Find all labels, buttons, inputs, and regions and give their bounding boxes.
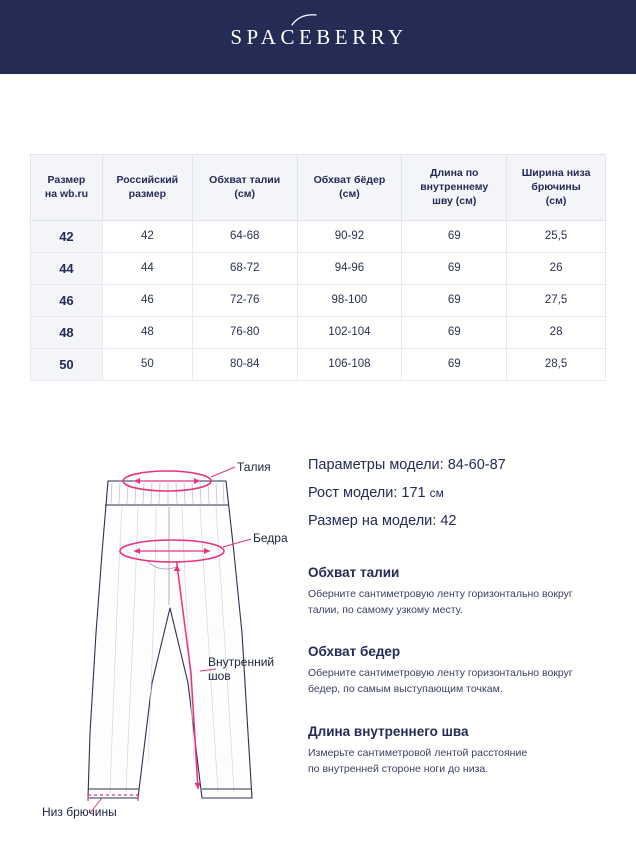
brand-name: SPACEBERRY — [230, 24, 408, 49]
header-line: Размер — [47, 174, 86, 187]
table-cell: 27,5 — [507, 284, 606, 316]
table-cell-size: 50 — [31, 348, 103, 380]
section-text-inseam — [308, 745, 614, 778]
table-cell: 72-76 — [192, 284, 297, 316]
section-title-inseam: Длина внутреннего шва — [308, 723, 469, 739]
table-cell: 64-68 — [192, 220, 297, 252]
table-cell: 80-84 — [192, 348, 297, 380]
section-text-line: по внутренней стороне ноги до низа. — [308, 763, 489, 776]
table-row — [31, 220, 606, 252]
header-line: Ширина низа — [521, 167, 591, 179]
model-height-unit: см — [429, 485, 444, 500]
table-header-cell — [507, 155, 606, 221]
header-line: внутреннему — [420, 181, 489, 194]
model-height — [308, 485, 614, 502]
table-header-cell — [297, 155, 402, 221]
pants-illustration — [30, 433, 300, 833]
model-size-label: Размер на модели: — [308, 513, 437, 530]
model-height-value: 171 — [401, 484, 426, 501]
table-row — [31, 316, 606, 348]
label-inseam — [208, 655, 300, 684]
label-inseam-line2: шов — [208, 668, 231, 683]
header-line: Длина по — [429, 167, 479, 179]
header-line: на wb.ru — [44, 188, 88, 201]
header-line: Обхват талии — [209, 174, 281, 187]
section-text-line: Измерьте сантиметровой лентой расстояние — [308, 746, 528, 759]
measurement-guide-section — [0, 433, 636, 833]
table-cell: 26 — [507, 252, 606, 284]
size-table-wrap — [30, 154, 606, 381]
section-text-waist — [308, 586, 614, 619]
table-cell: 69 — [402, 252, 507, 284]
table-cell: 69 — [402, 316, 507, 348]
header-line: (см) — [234, 188, 255, 201]
label-inseam-line1: Внутренний — [208, 654, 275, 669]
label-hips: Бедра — [253, 530, 288, 545]
table-cell: 25,5 — [507, 220, 606, 252]
table-cell: 50 — [102, 348, 192, 380]
table-cell: 68-72 — [192, 252, 297, 284]
model-params — [308, 457, 614, 474]
table-cell: 98-100 — [297, 284, 402, 316]
table-cell: 28,5 — [507, 348, 606, 380]
size-table — [30, 154, 606, 381]
table-cell: 90-92 — [297, 220, 402, 252]
section-title-hips: Обхват бедер — [308, 644, 401, 660]
brand-logo — [228, 25, 407, 50]
pants-diagram-icon — [30, 433, 300, 833]
model-info — [300, 433, 614, 833]
header-line: шву (см) — [432, 195, 477, 208]
table-header-row — [31, 155, 606, 221]
table-cell: 106-108 — [297, 348, 402, 380]
table-header-cell — [192, 155, 297, 221]
header-line: (см) — [339, 188, 360, 201]
model-height-label: Рост модели: — [308, 484, 398, 501]
header-line: Российский — [116, 174, 179, 187]
header-line: брючины — [531, 181, 581, 194]
model-params-label: Параметры модели: — [308, 456, 444, 473]
table-cell: 48 — [102, 316, 192, 348]
table-cell: 102-104 — [297, 316, 402, 348]
label-waist: Талия — [237, 459, 271, 474]
table-row — [31, 348, 606, 380]
section-text-line: бедер, по самым выступающим точкам. — [308, 683, 503, 696]
header-line: размер — [128, 188, 167, 201]
section-text-line: Оберните сантиметровую ленту горизонтально вокруг — [308, 587, 573, 600]
table-cell: 28 — [507, 316, 606, 348]
table-cell: 94-96 — [297, 252, 402, 284]
section-title-waist: Обхват талии — [308, 564, 400, 580]
label-bottom: Низ брючины — [42, 804, 117, 819]
table-header-cell — [31, 155, 103, 221]
section-text-line: талии, по самому узкому месту. — [308, 603, 463, 616]
page-header — [0, 0, 636, 74]
table-cell-size: 46 — [31, 284, 103, 316]
table-row — [31, 252, 606, 284]
header-line: (см) — [545, 195, 567, 208]
table-cell: 76-80 — [192, 316, 297, 348]
header-line: Обхват бёдер — [313, 174, 386, 187]
table-cell-size: 42 — [31, 220, 103, 252]
table-cell: 42 — [102, 220, 192, 252]
table-cell: 44 — [102, 252, 192, 284]
model-size — [308, 513, 614, 530]
table-cell: 46 — [102, 284, 192, 316]
table-cell: 69 — [402, 284, 507, 316]
model-size-value: 42 — [440, 513, 457, 530]
table-row — [31, 284, 606, 316]
table-cell: 69 — [402, 220, 507, 252]
table-header-cell — [102, 155, 192, 221]
table-cell-size: 44 — [31, 252, 103, 284]
table-cell: 69 — [402, 348, 507, 380]
table-header-cell — [402, 155, 507, 221]
swoosh-icon — [291, 14, 317, 26]
model-params-value: 84-60-87 — [447, 456, 506, 473]
table-cell-size: 48 — [31, 316, 103, 348]
section-text-line: Оберните сантиметровую ленту горизонтально вокруг — [308, 667, 573, 680]
section-text-hips — [308, 665, 614, 698]
